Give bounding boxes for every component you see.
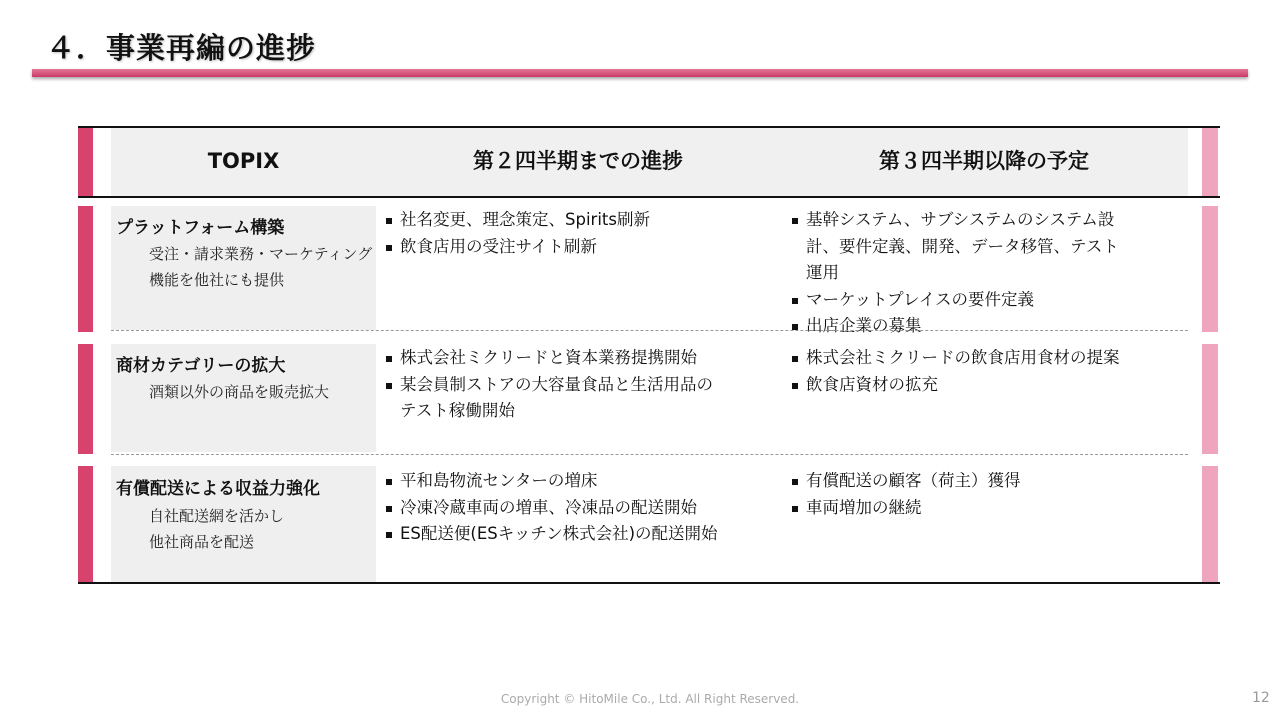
row-accent-left — [78, 466, 93, 582]
progress-item: 平和島物流センターの増床 — [384, 468, 784, 495]
progress-list — [384, 468, 784, 548]
title-underline — [32, 69, 1248, 77]
page-title: ４．事業再編の進捗 — [46, 31, 317, 65]
header-topix: TOPIX — [207, 149, 280, 173]
plan-item: 飲食店資材の拡充 — [790, 372, 1184, 399]
plan-item: 出店企業の募集 — [790, 313, 1130, 340]
topic-description — [149, 503, 284, 555]
progress-item: 某会員制ストアの大容量食品と生活用品のテスト稼働開始 — [384, 372, 729, 425]
topic-description-line: 自社配送網を活かし — [149, 507, 285, 525]
topic-title: 商材カテゴリーの拡大 — [116, 356, 286, 376]
row-accent-right — [1202, 344, 1218, 454]
plan-item: 株式会社ミクリードの飲食店用食材の提案 — [790, 345, 1184, 372]
topic-description-line: 機能を他社にも提供 — [149, 271, 285, 289]
header-accent-right — [1202, 128, 1218, 196]
row-divider — [111, 330, 1188, 331]
plan-list — [790, 207, 1130, 340]
progress-list — [384, 345, 729, 425]
plan-item: マーケットプレイスの要件定義 — [790, 287, 1130, 314]
row-accent-left — [78, 206, 93, 332]
row-accent-right — [1202, 206, 1218, 332]
table-bottom-border — [78, 582, 1220, 584]
plan-item: 車両増加の継続 — [790, 495, 1184, 522]
row-accent-left — [78, 344, 93, 454]
topic-description-line: 受注・請求業務・マーケティング — [149, 245, 373, 263]
header-progress: 第２四半期までの進捗 — [473, 149, 683, 173]
progress-item: 社名変更、理念策定、Spirits刷新 — [384, 207, 778, 234]
plan-item: 基幹システム、サブシステムのシステム設計、要件定義、開発、データ移管、テスト運用 — [790, 207, 1130, 287]
header-plan: 第３四半期以降の予定 — [879, 149, 1089, 173]
topic-title: プラットフォーム構築 — [116, 218, 285, 238]
progress-item: 冷凍冷蔵車両の増車、冷凍品の配送開始 — [384, 495, 784, 522]
header-accent-left — [78, 128, 93, 196]
topic-title: 有償配送による収益力強化 — [116, 479, 320, 499]
progress-item: 飲食店用の受注サイト刷新 — [384, 234, 778, 261]
progress-list — [384, 207, 778, 260]
topic-description-line: 他社商品を配送 — [149, 533, 255, 551]
progress-item: 株式会社ミクリードと資本業務提携開始 — [384, 345, 729, 372]
plan-item: 有償配送の顧客（荷主）獲得 — [790, 468, 1184, 495]
row-accent-right — [1202, 466, 1218, 582]
plan-list — [790, 468, 1184, 521]
topic-description — [149, 379, 329, 405]
row-divider — [111, 454, 1188, 455]
progress-table — [78, 126, 1220, 584]
topic-description — [149, 241, 372, 293]
page-number: 12 — [1252, 690, 1270, 706]
header-bottom-border — [78, 196, 1220, 198]
copyright-footer: Copyright © HitoMile Co., Ltd. All Right Reserved. — [500, 692, 800, 706]
topic-description-line: 酒類以外の商品を販売拡大 — [149, 383, 330, 401]
progress-item: ES配送便(ESキッチン株式会社)の配送開始 — [384, 521, 784, 548]
plan-list — [790, 345, 1184, 398]
